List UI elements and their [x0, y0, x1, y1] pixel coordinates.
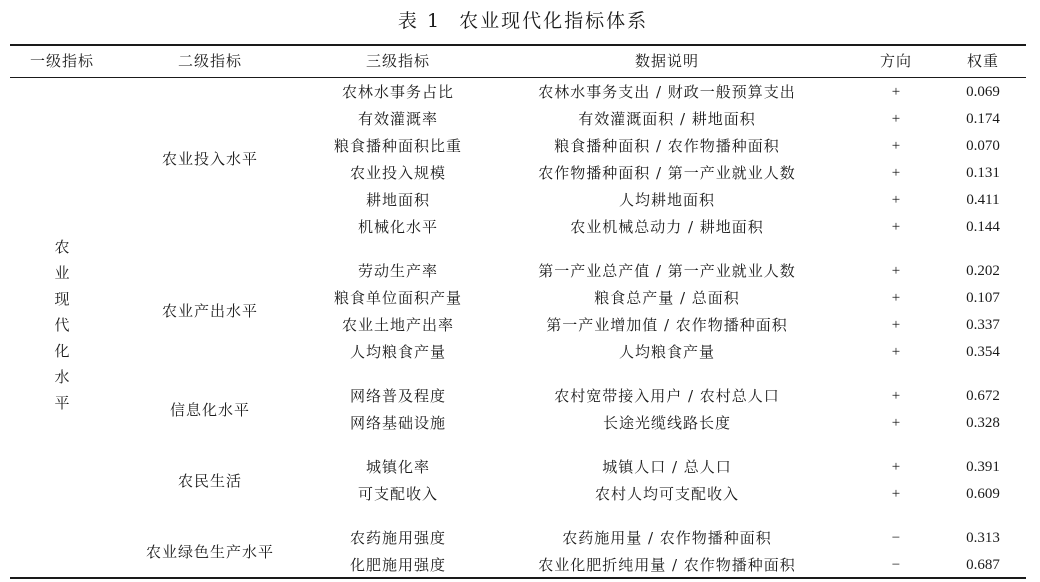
description-cell: 人均耕地面积 [618, 191, 716, 209]
direction-cell: + [891, 263, 901, 279]
description-cell: 粮食总产量 / 总面积 [594, 289, 740, 307]
table-caption [0, 8, 1040, 34]
weight-cell: 0.337 [966, 317, 1000, 333]
weight-cell: 0.070 [966, 138, 1000, 154]
header-level2: 二级指标 [177, 52, 243, 70]
group-label: 农民生活 [177, 472, 243, 490]
weight-cell: 0.609 [966, 486, 1000, 502]
header-level3: 三级指标 [365, 52, 431, 70]
direction-cell: − [891, 557, 901, 573]
indicator-cell: 农药施用强度 [349, 529, 447, 547]
table-title: 农业现代化指标体系 [459, 10, 649, 32]
weight-cell: 0.069 [966, 84, 1000, 100]
indicator-cell: 人均粮食产量 [349, 343, 447, 361]
weight-cell: 0.672 [966, 388, 1000, 404]
indicator-cell: 农林水事务占比 [341, 83, 455, 101]
weight-cell: 0.411 [966, 192, 1000, 208]
header-description: 数据说明 [634, 52, 700, 70]
group-label: 农业绿色生产水平 [145, 543, 275, 561]
indicator-cell: 有效灌溉率 [357, 110, 439, 128]
direction-cell: + [891, 192, 901, 208]
indicator-cell: 机械化水平 [357, 218, 439, 236]
indicator-cell: 网络普及程度 [349, 387, 447, 405]
group-label: 农业产出水平 [161, 302, 259, 320]
weight-cell: 0.391 [966, 459, 1000, 475]
group-label: 农业投入水平 [161, 150, 259, 168]
level1-indicator: 农业现代化水平 [54, 238, 70, 412]
bottom-rule [10, 577, 1026, 579]
description-cell: 农林水事务支出 / 财政一般预算支出 [538, 83, 796, 101]
indicator-cell: 耕地面积 [365, 191, 431, 209]
description-cell: 粮食播种面积 / 农作物播种面积 [554, 137, 780, 155]
weight-cell: 0.131 [966, 165, 1000, 181]
indicator-cell: 化肥施用强度 [349, 556, 447, 574]
direction-cell: + [891, 111, 901, 127]
description-cell: 农药施用量 / 农作物播种面积 [562, 529, 772, 547]
weight-cell: 0.313 [966, 530, 1000, 546]
direction-cell: − [891, 530, 901, 546]
direction-cell: + [891, 138, 901, 154]
direction-cell: + [891, 219, 901, 235]
direction-cell: + [891, 165, 901, 181]
header-direction: 方向 [879, 52, 913, 70]
description-cell: 长途光缆线路长度 [602, 414, 732, 432]
weight-cell: 0.174 [966, 111, 1000, 127]
description-cell: 农业化肥折纯用量 / 农作物播种面积 [538, 556, 796, 574]
weight-cell: 0.107 [966, 290, 1000, 306]
direction-cell: + [891, 459, 901, 475]
direction-cell: + [891, 290, 901, 306]
direction-cell: + [891, 486, 901, 502]
description-cell: 农村宽带接入用户 / 农村总人口 [554, 387, 780, 405]
description-cell: 农业机械总动力 / 耕地面积 [570, 218, 764, 236]
description-cell: 第一产业增加值 / 农作物播种面积 [546, 316, 788, 334]
indicator-cell: 城镇化率 [365, 458, 431, 476]
direction-cell: + [891, 415, 901, 431]
indicator-cell: 农业投入规模 [349, 164, 447, 182]
indicator-cell: 粮食播种面积比重 [333, 137, 463, 155]
indicator-cell: 农业土地产出率 [341, 316, 455, 334]
weight-cell: 0.354 [966, 344, 1000, 360]
header-weight: 权重 [966, 52, 1000, 70]
description-cell: 有效灌溉面积 / 耕地面积 [578, 110, 756, 128]
weight-cell: 0.328 [966, 415, 1000, 431]
weight-cell: 0.687 [966, 557, 1000, 573]
description-cell: 人均粮食产量 [618, 343, 716, 361]
header-level1: 一级指标 [29, 52, 95, 70]
description-cell: 农作物播种面积 / 第一产业就业人数 [538, 164, 796, 182]
direction-cell: + [891, 388, 901, 404]
indicator-cell: 劳动生产率 [357, 262, 439, 280]
description-cell: 农村人均可支配收入 [594, 485, 740, 503]
top-rule [10, 44, 1026, 46]
indicator-cell: 可支配收入 [357, 485, 439, 503]
weight-cell: 0.144 [966, 219, 1000, 235]
table-number: 表 1 [397, 10, 442, 32]
header-rule [10, 77, 1026, 78]
indicator-cell: 粮食单位面积产量 [333, 289, 463, 307]
direction-cell: + [891, 344, 901, 360]
description-cell: 城镇人口 / 总人口 [602, 458, 732, 476]
direction-cell: + [891, 317, 901, 333]
indicator-cell: 网络基础设施 [349, 414, 447, 432]
direction-cell: + [891, 84, 901, 100]
description-cell: 第一产业总产值 / 第一产业就业人数 [538, 262, 796, 280]
weight-cell: 0.202 [966, 263, 1000, 279]
group-label: 信息化水平 [169, 401, 251, 419]
